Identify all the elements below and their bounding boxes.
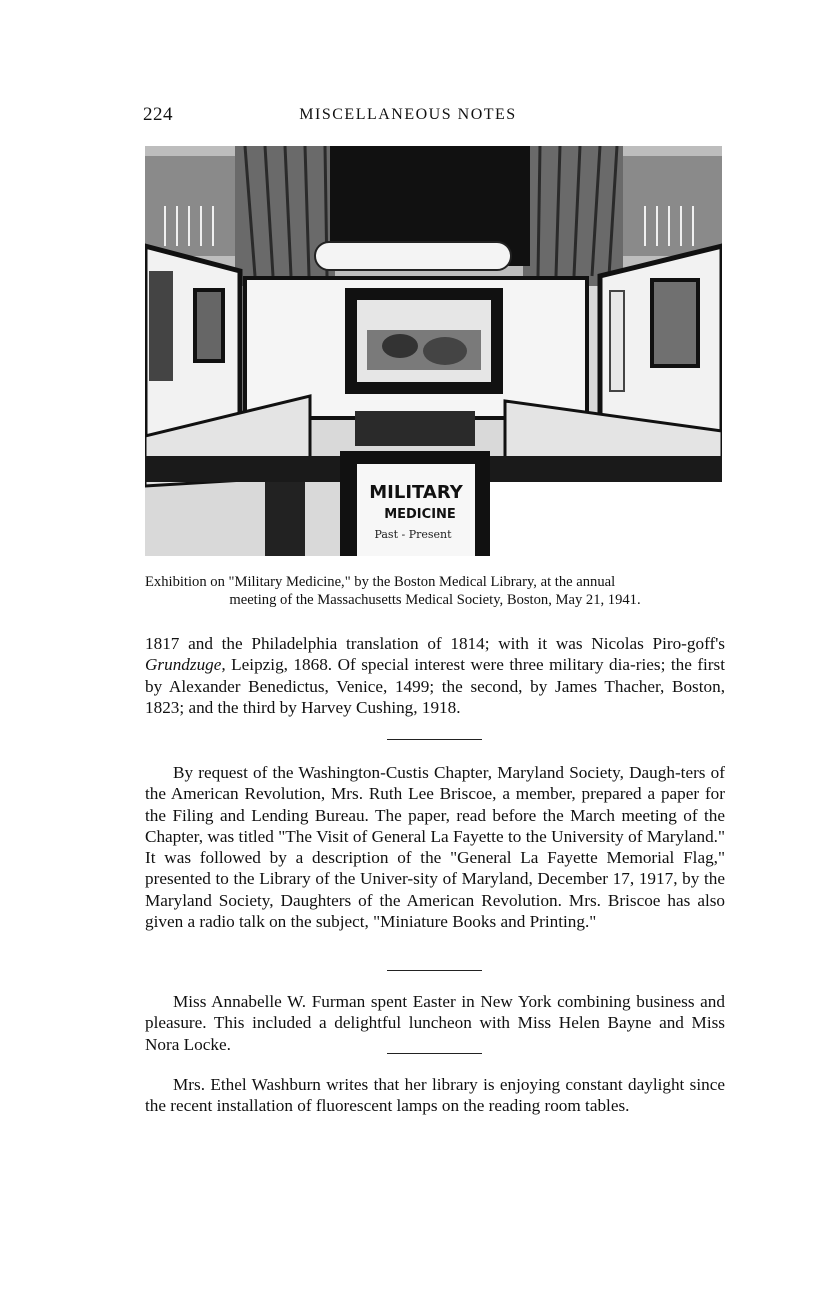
paragraph-2: By request of the Washington-Custis Chapter, Maryland Society, Daugh-ters of the American Revolution, Mrs. Ruth Lee Briscoe, a member, prepared a paper for the Filing and Lending Bureau. The paper, read before the March meeting of the Chapter, was titled "The Visit of General La Fayette to the University of Maryland." It was followed by a description of the "General La Fayette Memorial Flag," presented to the Library of the Univer-sity of Maryland, December 17, 1917, by the Maryland Society, Daughters of the American Revolution. Mrs. Briscoe has also given a radio talk on the subject, "Miniature Books and Printing." [145,763,725,932]
caption-line-1: Exhibition on "Military Medicine," by the Boston Medical Library, at the annual [145,574,616,590]
section-divider [387,739,482,740]
figure-caption [145,573,725,609]
sign-line-3: Past - Present [374,528,452,541]
paragraph-1-italic-title: Grundzuge, [145,655,226,675]
paragraph-1 [145,633,725,718]
page-number: 224 [143,104,173,125]
paragraph-3: Miss Annabelle W. Furman spent Easter in New York combining business and pleasure. This included a delightful luncheon with Miss Helen Bayne and Miss Nora Locke. [145,992,725,1054]
section-divider [387,1053,482,1054]
exhibition-photo [145,146,722,556]
paragraph-1-part-2: Leipzig, 1868. Of special interest were three military dia-ries; the first by Alexander Benedictus, Venice, 1499; the second, by James Thacher, Boston, 1823; and the third by Harvey Cushing, 1918. [145,655,725,717]
paragraph-1-part-1: 1817 and the Philadelphia translation of 1814; with it was Nicolas Piro-goff's [145,634,725,653]
running-head: MISCELLANEOUS NOTES [299,106,517,123]
sign-line-1: MILITARY [369,482,463,503]
sign-line-2: MEDICINE [384,507,456,522]
caption-line-2: meeting of the Massachusetts Medical Society, Boston, May 21, 1941. [229,592,641,608]
paragraph-4: Mrs. Ethel Washburn writes that her library is enjoying constant daylight since the recent installation of fluorescent lamps on the reading room tables. [145,1075,725,1116]
section-divider [387,970,482,971]
